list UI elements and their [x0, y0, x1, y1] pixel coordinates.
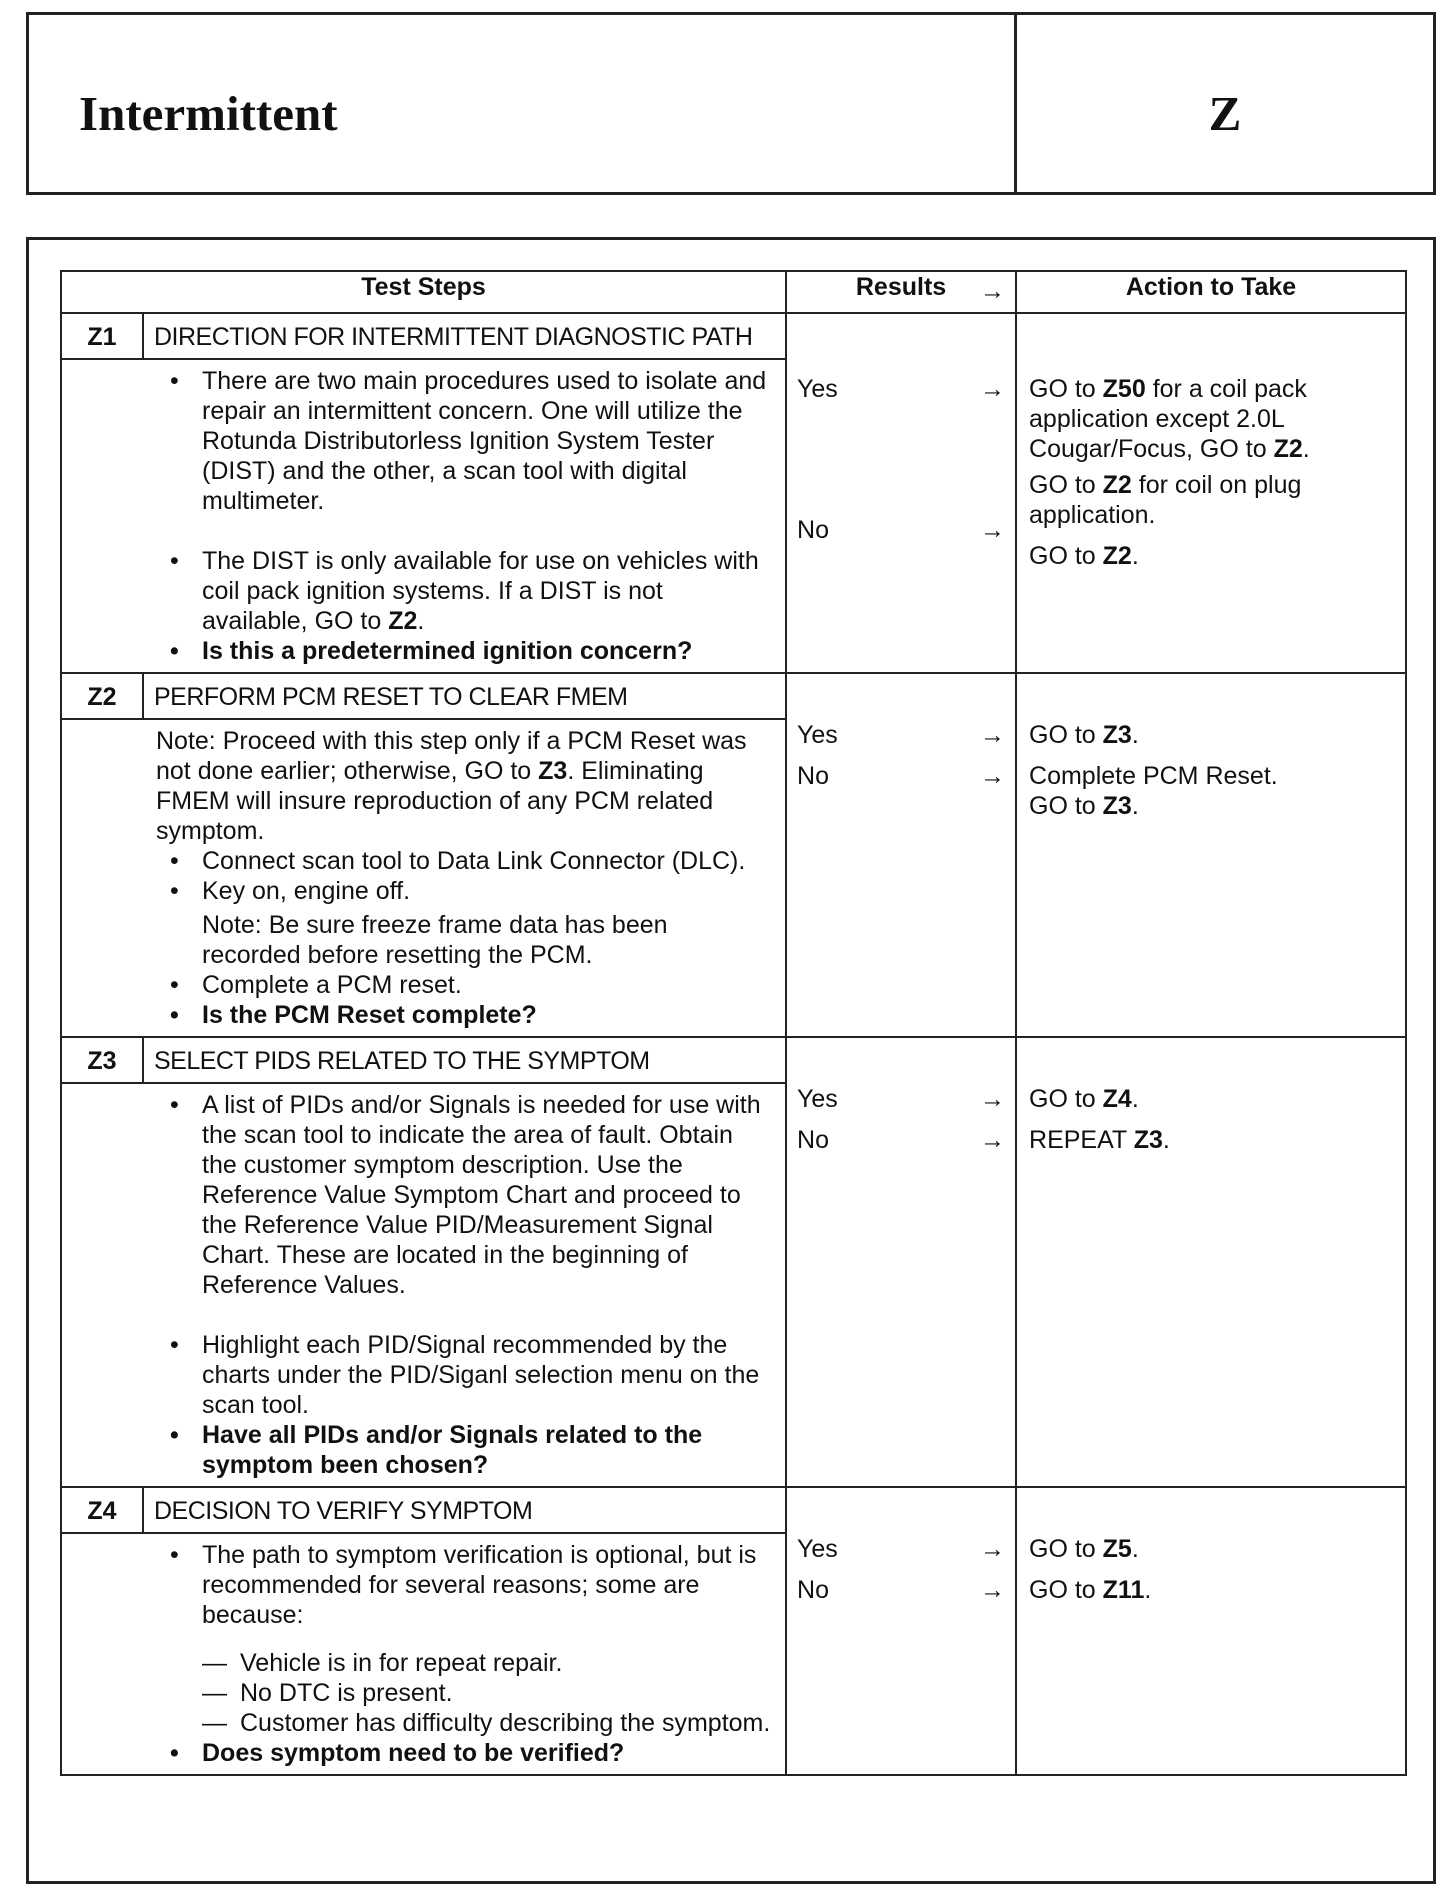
action-text: GO to [1029, 721, 1103, 749]
test-steps-table [60, 270, 1407, 1776]
step-number: Z2 [61, 673, 143, 719]
col-header-action: Action to Take [1016, 271, 1406, 313]
step-number: Z1 [61, 313, 143, 359]
step-sub-item: — No DTC is present. [156, 1678, 773, 1708]
right-arrow-icon: → [980, 721, 1006, 749]
action-text: GO to [1029, 542, 1103, 570]
step-ref: Z2 [1102, 471, 1132, 499]
right-arrow-icon: → [980, 1576, 1006, 1604]
step-body [61, 1533, 786, 1775]
action-yes-line-1 [1029, 374, 1393, 464]
action-text: GO to [1029, 1576, 1103, 1604]
action-yes-line-2 [1029, 470, 1393, 530]
step-bullet: • A list of PIDs and/or Signals is needed for use with the scan tool to indicate the area of fault. Obtain the customer symptom description. Use the Reference Value Symptom Chart and proceed to the Reference Value PID/Measurement Signal Chart. These are located in the beginning of Reference Values. [156, 1090, 773, 1300]
step-title-row [61, 673, 1406, 719]
step-bullet [156, 546, 773, 636]
action-text: GO to [1029, 375, 1103, 403]
step-bullet: • Highlight each PID/Signal recommended by the charts under the PID/Siganl selection menu on the scan tool. [156, 1330, 773, 1420]
action-text: GO to [1029, 1085, 1103, 1113]
action-text: Complete PCM Reset. [1029, 762, 1278, 790]
step-bullet: • The path to symptom verification is optional, but is recommended for several reasons; some are because: [156, 1540, 773, 1630]
result-no-label: No [797, 762, 829, 790]
action-no [1029, 541, 1393, 571]
step-bullet: • Key on, engine off. [156, 876, 773, 906]
action-text: . [1131, 721, 1139, 749]
action-yes [1029, 374, 1393, 530]
action-text: GO to [1029, 1535, 1103, 1563]
action-text: . [1162, 1126, 1170, 1154]
step-question: • Does symptom need to be verified? [156, 1738, 773, 1768]
page-header [26, 12, 1436, 195]
result-no [797, 761, 1005, 791]
step-body [61, 1083, 786, 1487]
action-text: . [1144, 1576, 1152, 1604]
step-ref: Z50 [1102, 375, 1146, 403]
step-note: Note: Be sure freeze frame data has been recorded before resetting the PCM. [202, 911, 668, 969]
step-bullet: • Connect scan tool to Data Link Connector (DLC). [156, 846, 773, 876]
step-actions [1016, 673, 1406, 1037]
step-title-row [61, 1487, 1406, 1533]
step-sub-item: — Vehicle is in for repeat repair. [156, 1648, 773, 1678]
action-text: GO to [1029, 471, 1103, 499]
step-number: Z4 [61, 1487, 143, 1533]
result-yes [797, 1534, 1005, 1564]
step-ref: Z3 [1133, 1126, 1163, 1154]
page-title: Intermittent [79, 86, 338, 141]
col-header-results [786, 271, 1016, 313]
result-yes-label: Yes [797, 375, 838, 403]
result-no-label: No [797, 1126, 829, 1154]
step-ref: Z3 [1102, 721, 1132, 749]
step-question: • Is this a predetermined ignition concern? [156, 636, 773, 666]
action-text: . [1302, 435, 1310, 463]
pinpoint-test-code: Z [1208, 86, 1242, 141]
step-bullet: • Complete a PCM reset. [156, 970, 773, 1000]
result-no-label: No [797, 516, 829, 544]
right-arrow-icon: → [980, 516, 1006, 544]
step-number: Z3 [61, 1037, 143, 1083]
result-yes [797, 374, 1005, 404]
step-results [786, 673, 1016, 1037]
step-ref: Z3 [1102, 792, 1132, 820]
note-text: Note: Proceed with this step only if a PCM Reset was not done earlier; otherwise, GO to [156, 727, 747, 785]
note-text: . Eliminating FMEM will insure reproduction of any PCM related symptom. [156, 757, 714, 845]
result-yes [797, 720, 1005, 750]
step-actions [1016, 1037, 1406, 1487]
result-yes-label: Yes [797, 1535, 838, 1563]
action-no [1029, 761, 1393, 821]
step-bullet: • There are two main procedures used to isolate and repair an intermittent concern. One will utilize the Rotunda Distributorless Ignition System Tester (DIST) and the other, a scan tool with digital multimeter. [156, 366, 773, 516]
step-ref: Z2 [1273, 435, 1303, 463]
step-title: DECISION TO VERIFY SYMPTOM [143, 1487, 786, 1533]
action-text: GO to [1029, 792, 1103, 820]
step-body [61, 719, 786, 1037]
result-no [797, 1125, 1005, 1155]
col-header-test-steps: Test Steps [61, 271, 786, 313]
result-no [797, 515, 1005, 545]
step-question: • Have all PIDs and/or Signals related to the symptom been chosen? [156, 1420, 773, 1480]
step-actions [1016, 313, 1406, 673]
bullet-text: . [417, 607, 425, 635]
step-note [156, 726, 773, 846]
table-header-row [61, 271, 1406, 313]
step-actions [1016, 1487, 1406, 1775]
result-yes-label: Yes [797, 721, 838, 749]
step-results [786, 1487, 1016, 1775]
action-text: . [1131, 1085, 1139, 1113]
step-body [61, 359, 786, 673]
right-arrow-icon: → [980, 1085, 1006, 1113]
action-no [1029, 1575, 1393, 1605]
bullet-text: The DIST is only available for use on vehicles with coil pack ignition systems. If a DIST is not available, GO to [202, 547, 759, 635]
action-yes [1029, 720, 1393, 750]
col-header-results-label: Results [855, 273, 947, 301]
step-ref: Z3 [538, 757, 568, 785]
action-text: . [1131, 542, 1139, 570]
step-title-row [61, 313, 1406, 359]
action-no [1029, 1125, 1393, 1155]
right-arrow-icon: → [980, 762, 1006, 790]
right-arrow-icon: → [980, 375, 1006, 403]
step-title-row [61, 1037, 1406, 1083]
action-text: . [1131, 1535, 1139, 1563]
step-question: • Is the PCM Reset complete? [156, 1000, 773, 1030]
step-title: SELECT PIDS RELATED TO THE SYMPTOM [143, 1037, 786, 1083]
step-sub-item: — Customer has difficulty describing the symptom. [156, 1708, 773, 1738]
step-results [786, 1037, 1016, 1487]
step-results [786, 313, 1016, 673]
action-text: . [1131, 792, 1139, 820]
step-ref: Z2 [1102, 542, 1132, 570]
step-ref: Z4 [1102, 1085, 1132, 1113]
step-ref: Z11 [1102, 1576, 1145, 1604]
action-text: REPEAT [1029, 1126, 1134, 1154]
result-yes [797, 1084, 1005, 1114]
action-text: for coil on plug application. [1029, 471, 1302, 529]
step-title: PERFORM PCM RESET TO CLEAR FMEM [143, 673, 786, 719]
right-arrow-icon: → [980, 277, 1006, 305]
result-yes-label: Yes [797, 1085, 838, 1113]
result-no [797, 1575, 1005, 1605]
result-no-label: No [797, 1576, 829, 1604]
action-yes [1029, 1534, 1393, 1564]
right-arrow-icon: → [980, 1126, 1006, 1154]
right-arrow-icon: → [980, 1535, 1006, 1563]
step-ref: Z2 [388, 607, 418, 635]
action-text: for a coil pack application except 2.0L Cougar/Focus, GO to [1029, 375, 1307, 463]
step-title: DIRECTION FOR INTERMITTENT DIAGNOSTIC PATH [143, 313, 786, 359]
step-ref: Z5 [1102, 1535, 1132, 1563]
action-yes [1029, 1084, 1393, 1114]
